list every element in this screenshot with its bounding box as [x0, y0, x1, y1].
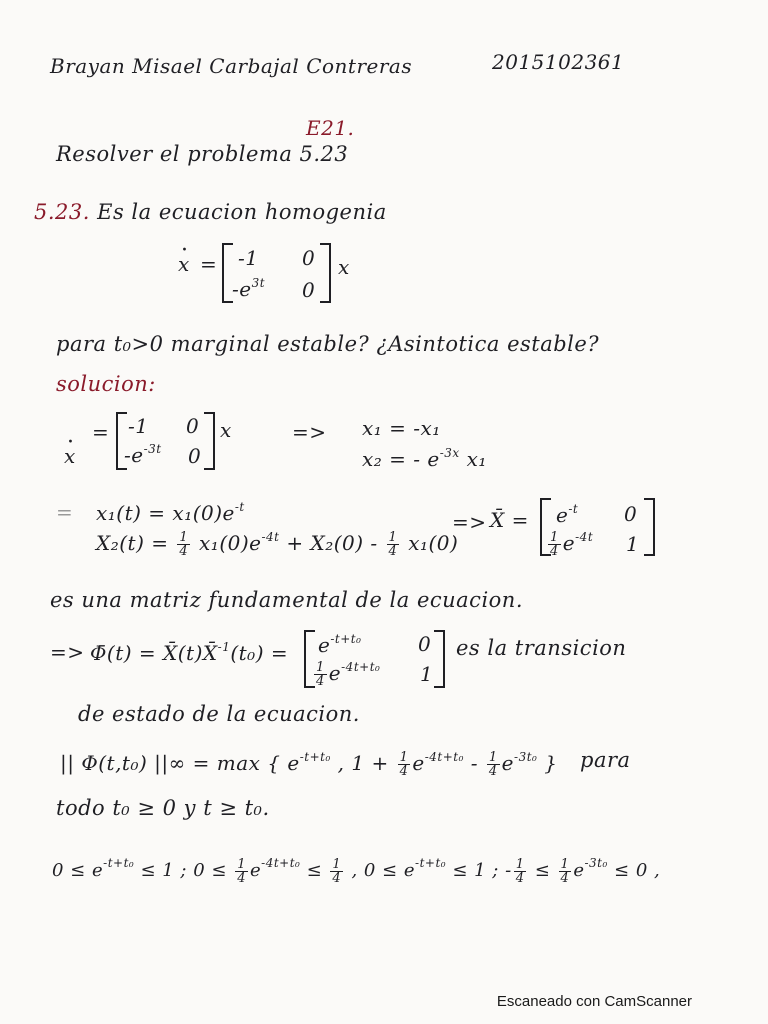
margin-mark: = — [56, 500, 74, 524]
matrix-a-lhs: · x — [178, 252, 190, 276]
transition-lhs: Φ̄(t) = X̄(t)X̄$^{-1}$(t₀) = — [90, 640, 289, 665]
matrix-b-r1c1: -1 — [128, 414, 149, 438]
phi-r1c2: 0 — [418, 632, 432, 656]
sol1: $x_1(t) = x_1(0)e^{-t}$ — [96, 500, 245, 525]
fundamental-line: es una matriz fundamental de la ecuacion. — [50, 588, 524, 612]
matrix-b-r2c2: 0 — [188, 444, 202, 468]
matrix-a-rhs: x — [338, 255, 350, 279]
xbar-r2c1: $\frac{1}{4}$ $e^{-4t}$ — [550, 530, 594, 559]
xbar-r1c1: $e^{-t}$ — [556, 502, 579, 527]
solution-title: solucion: — [56, 372, 156, 396]
xbar-label: X̄ = — [490, 508, 529, 532]
matrix-a-r1c2: 0 — [302, 246, 316, 270]
exercise-id: E21. — [306, 116, 355, 140]
matrix-a-r1c1: -1 — [238, 246, 259, 270]
norm-line: || Φ(t,t₀) ||∞ = max { $e^{-t+t_0}$ , 1 + $\frac{1}{4}$ $e^{-4t+t_0}$ - $\frac{1}{4}$ $e^{-3t_0}$ } — [60, 750, 558, 779]
phi-r2c2: 1 — [420, 662, 434, 686]
todo-line: todo t₀ ≥ 0 y t ≥ t₀. — [56, 796, 270, 820]
bounds-line: $0 \le e^{-t+t_0} \le 1$ ; 0 ≤ $\frac{1}{4}$ $e^{-4t+t_0}$ ≤ $\frac{1}{4}$ , $0 \le e^{-t+t_0} \le 1$ ; - $\frac{1}{4}$ ≤ $\frac{1}{4}$ $e^{-3t_0} \le 0$ , — [52, 856, 661, 886]
transition-cont: de estado de la ecuacion. — [78, 702, 360, 726]
student-name: Brayan Misael Carbajal Contreras — [50, 54, 413, 78]
problem-question: para t₀>0 marginal estable? ¿Asintotica estable? — [56, 332, 600, 356]
sol2: X₂(t) = $\frac{1}{4}$ $x_1(0)e^{-4t} + X_2(0)$ - $\frac{1}{4}$ x₁(0) — [96, 530, 459, 559]
xdot: · x — [64, 444, 76, 468]
implies-arrow: => — [452, 510, 487, 534]
right-bracket — [434, 630, 445, 688]
matrix-b-r1c2: 0 — [186, 414, 200, 438]
xbar-r1c2: 0 — [624, 502, 638, 526]
equals-sign: = — [200, 252, 218, 276]
x: x — [220, 418, 232, 442]
right-bracket — [320, 243, 331, 303]
right-bracket — [204, 412, 215, 470]
matrix-b-r2c1: $-e^{-3t}$ — [124, 442, 162, 467]
camscanner-watermark: Escaneado con CamScanner — [496, 993, 692, 1010]
phi-r1c1: $e^{-t+t_0}$ — [318, 632, 362, 657]
norm-para: para — [580, 748, 631, 772]
problem-text: Es la ecuacion homogenia — [97, 200, 387, 224]
right-bracket — [644, 498, 655, 556]
problem-statement — [34, 200, 387, 224]
implies-arrow: => — [292, 420, 327, 444]
student-id: 2015102361 — [492, 50, 625, 74]
implies-arrow: => — [50, 640, 85, 664]
eq2: x₂ = - $e^{-3x}$ x₁ — [362, 446, 487, 471]
transition-suffix: es la transicion — [456, 636, 627, 660]
phi-r2c1: $\frac{1}{4}$ $e^{-4t+t_0}$ — [316, 660, 381, 689]
xbar-r2c2: 1 — [626, 532, 640, 556]
matrix-a-r2c1: $-e^{3t}$ — [232, 276, 266, 301]
matrix-a-r2c2: 0 — [302, 278, 316, 302]
problem-number: 5.23. — [34, 200, 90, 224]
eq1: x₁ = -x₁ — [362, 416, 441, 440]
equals-sign: = — [92, 420, 110, 444]
exercise-instruction: Resolver el problema 5.23 — [56, 142, 349, 166]
